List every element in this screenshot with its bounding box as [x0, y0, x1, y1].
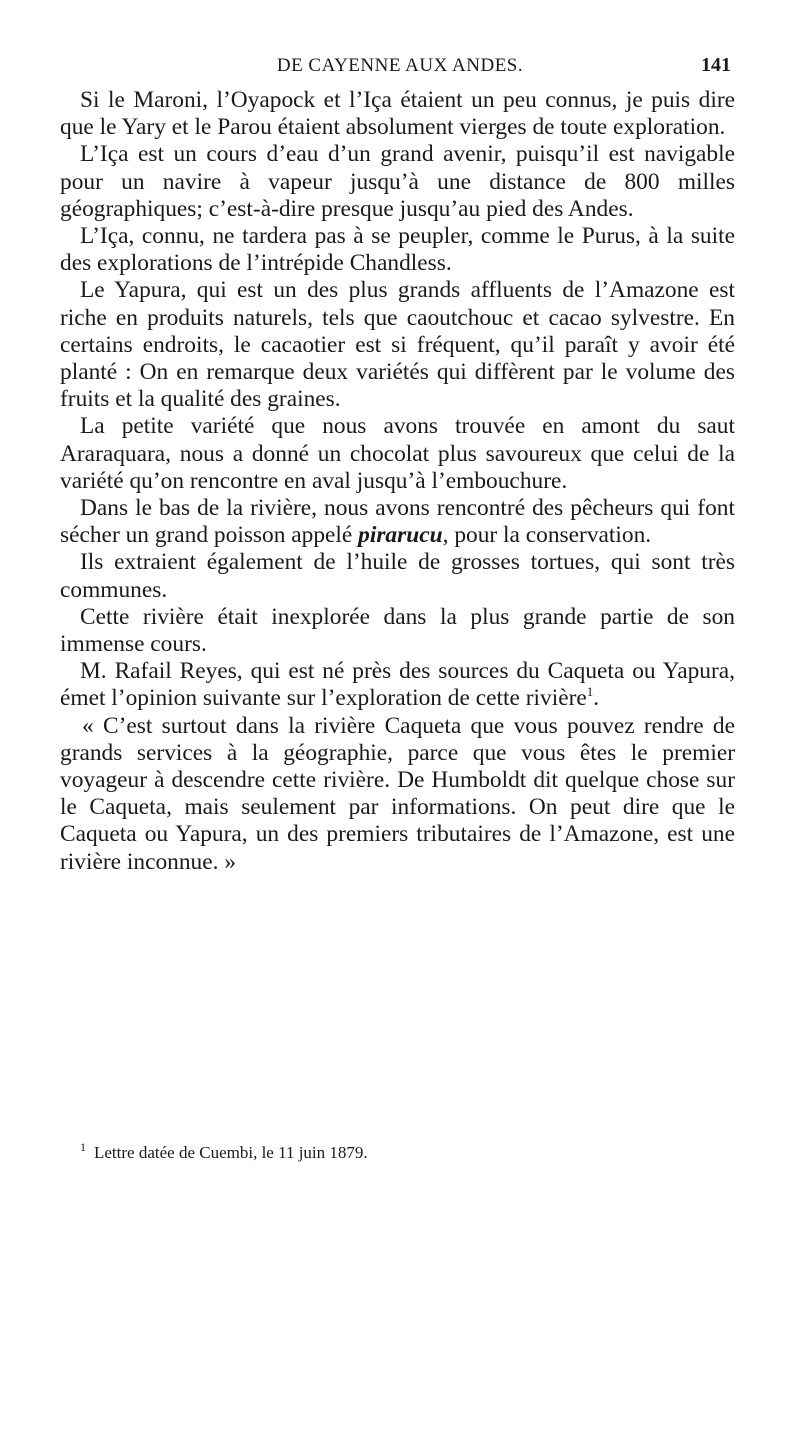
paragraph-maroni: Si le Maroni, l’Oyapock et l’Içа étaient un peu connus, je puis dire que le Yary et le Parou étaient absolument vierges de toute exploration.: [60, 87, 735, 141]
paragraph-reyes: [60, 658, 735, 712]
footnote-text: Lettre datée de Cuembi, le 11 juin 1879.: [94, 1143, 368, 1162]
paragraph-ica-connu: L’Iça, connu, ne tardera pas à se peupler, comme le Purus, à la suite des explorations de l’intrépide Chandless.: [60, 223, 735, 277]
paragraph-inexploree: Cette rivière était inexplorée dans la plus grande partie de son immense cours.: [60, 603, 735, 658]
running-head: [0, 50, 800, 80]
paragraph-pirarucu: [60, 495, 735, 549]
paragraph-quotation: « C’est surtout dans la rivière Caqueta que vous pouvez rendre de grands services à la géographie, parce que vous êtes le premier voyageur à descendre cette rivière. De Humboldt dit quelque chose sur le Caqueta, mais seulement par informations. On peut dire que le Caqueta ou Yapura, un des premiers tributaires de l’Amazone, est une rivière inconnue. »: [60, 712, 735, 875]
footnote-reference: 1: [586, 684, 594, 700]
page-number: 141: [701, 54, 731, 76]
footnote: [80, 1142, 735, 1164]
running-title: DE CAYENNE AUX ANDES.: [276, 55, 524, 76]
paragraph-yapura: Le Yapura, qui est un des plus grands affluents de l’Amazone est riche en produits naturels, tels que caoutchouc et cacao sylvestre. En certains endroits, le cacaotier est si fréquent, qu’il paraît y avoir été planté : On en remarque deux variétés qui diffèrent par le volume des fruits et la qualité des graines.: [60, 277, 735, 413]
body-text: [60, 87, 735, 876]
paragraph-ica-navigable: L’Iça est un cours d’eau d’un grand avenir, puisqu’il est navigable pour un navire à vapeur jusqu’à une distance de 800 milles géographiques; c’est-à-dire presque jusqu’au pied des Andes.: [60, 141, 735, 222]
pirarucu-text-after: , pour la conservation.: [442, 522, 652, 549]
reyes-text: M. Rafail Reyes, qui est né près des sources du Caqueta ou Yapura, émet l’opinion suivante sur l’exploration de cette rivière: [60, 658, 735, 712]
paragraph-tortues: Ils extraient également de l’huile de grosses tortues, qui sont très communes.: [60, 549, 735, 603]
footnote-mark: 1: [80, 1140, 86, 1155]
pirarucu-term: pirarucu: [358, 522, 443, 549]
reyes-end: .: [593, 685, 600, 712]
pirarucu-text-before: Dans le bas de la rivière, nous avons rencontré des pêcheurs qui font sécher un grand poisson appelé: [60, 495, 735, 549]
paragraph-petite-variete: La petite variété que nous avons trouvée en amont du saut Araraquara, nous a donné un chocolat plus savoureux que celui de la variété qu’on rencontre en aval jusqu’à l’embouchure.: [60, 413, 735, 494]
